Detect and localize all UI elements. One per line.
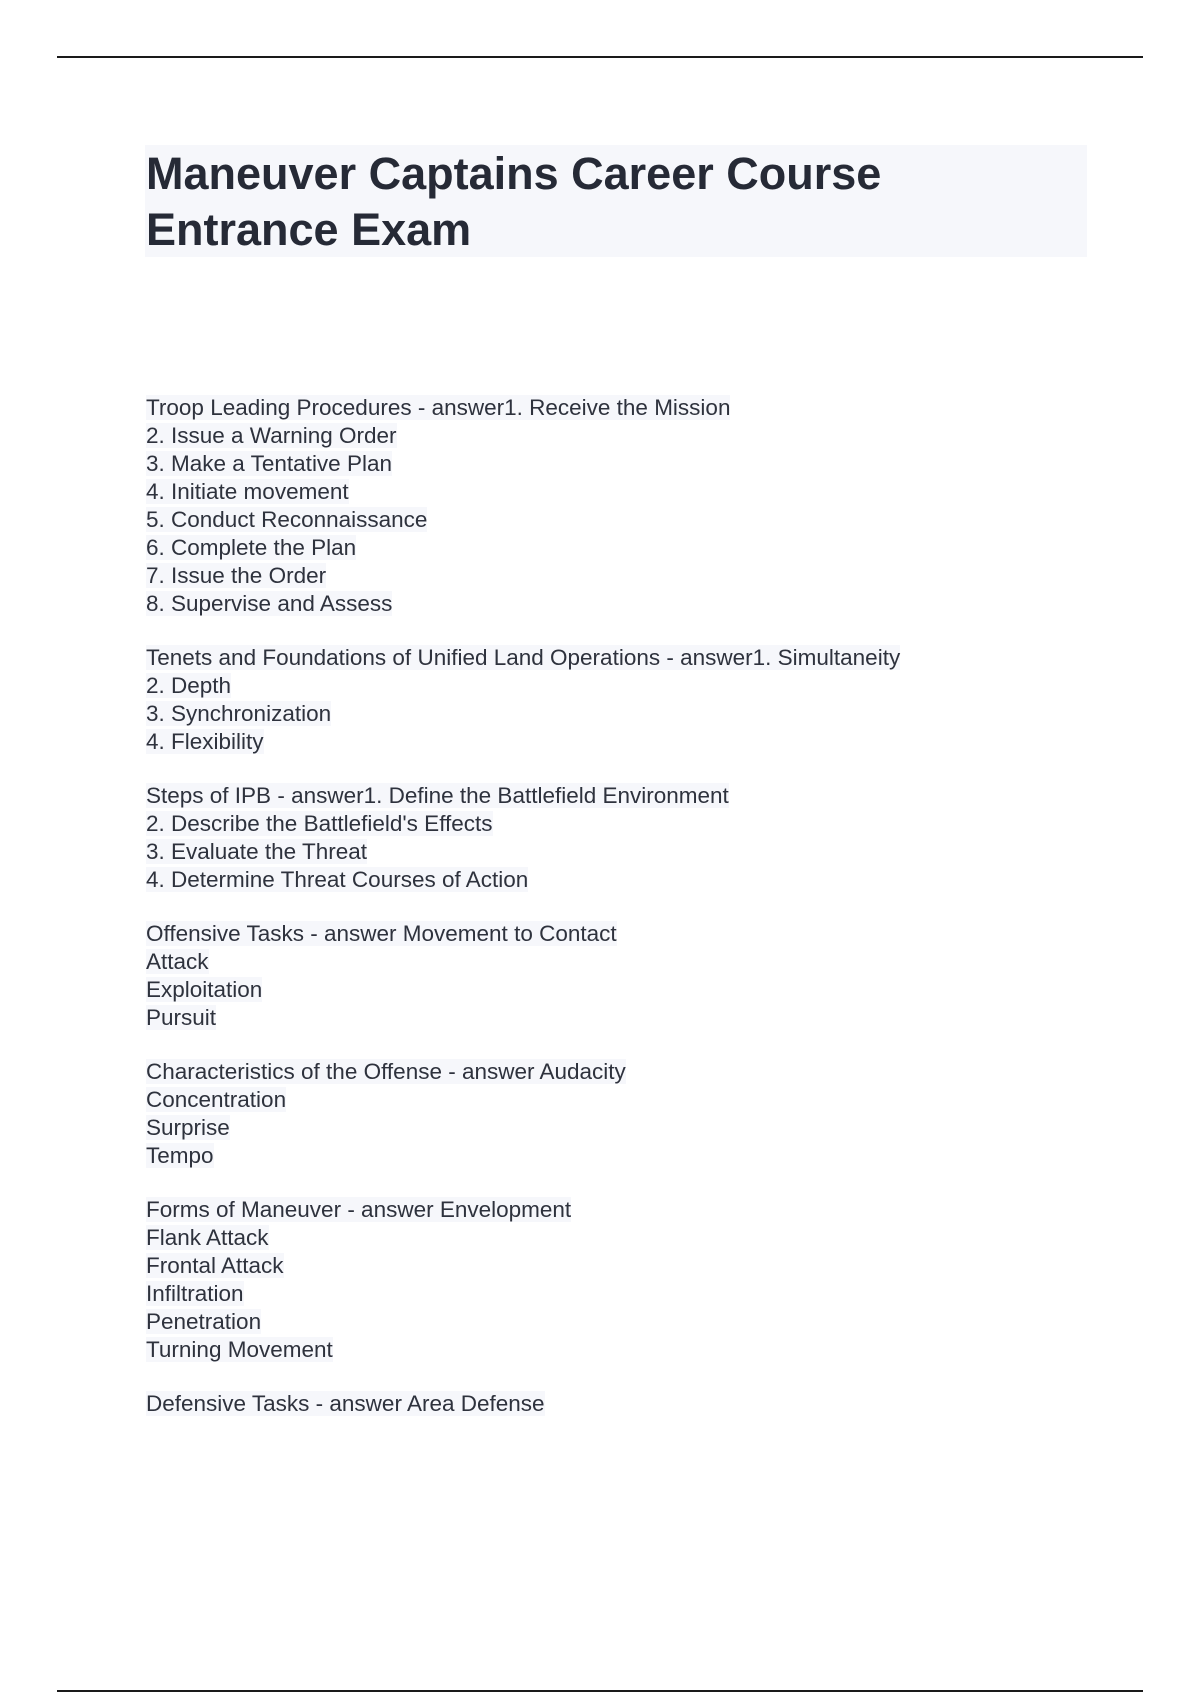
flashcard-answer-line xyxy=(146,700,1146,728)
line-text: Forms of Maneuver - answer Envelopment xyxy=(146,1197,572,1222)
flashcard-answer-line xyxy=(146,1142,1146,1170)
flashcard-answer-line xyxy=(146,590,1146,618)
flashcard-answer-line xyxy=(146,810,1146,838)
line-text: 3. Synchronization xyxy=(146,701,332,726)
line-text: Offensive Tasks - answer Movement to Contact xyxy=(146,921,617,946)
flashcard-question-line xyxy=(146,644,1146,672)
flashcard-answer-line xyxy=(146,1004,1146,1032)
flashcard-question-line xyxy=(146,1196,1146,1224)
line-text: Defensive Tasks - answer Area Defense xyxy=(146,1391,545,1416)
flashcard-question-line xyxy=(146,394,1146,422)
line-text: Turning Movement xyxy=(146,1337,333,1362)
line-text: 7. Issue the Order xyxy=(146,563,327,588)
line-text: Infiltration xyxy=(146,1281,244,1306)
flashcard-answer-line xyxy=(146,562,1146,590)
flashcard-answer-line xyxy=(146,450,1146,478)
line-text: 4. Initiate movement xyxy=(146,479,349,504)
line-text: 2. Describe the Battlefield's Effects xyxy=(146,811,493,836)
line-text: Concentration xyxy=(146,1087,287,1112)
line-text: 4. Determine Threat Courses of Action xyxy=(146,867,529,892)
line-text: 2. Depth xyxy=(146,673,232,698)
line-text: 4. Flexibility xyxy=(146,729,264,754)
flashcard-question-line xyxy=(146,920,1146,948)
line-text: Penetration xyxy=(146,1309,262,1334)
flashcard-answer-line xyxy=(146,1224,1146,1252)
flashcard-question-line xyxy=(146,1390,1146,1418)
flashcard-block xyxy=(146,1390,1146,1418)
flashcard-answer-line xyxy=(146,1336,1146,1364)
flashcard-block xyxy=(146,920,1146,1032)
flashcard-block xyxy=(146,782,1146,894)
line-text: Surprise xyxy=(146,1115,230,1140)
flashcard-block xyxy=(146,1058,1146,1170)
line-text: Pursuit xyxy=(146,1005,217,1030)
flashcard-question-line xyxy=(146,1058,1146,1086)
line-text: 5. Conduct Reconnaissance xyxy=(146,507,428,532)
line-text: 3. Evaluate the Threat xyxy=(146,839,367,864)
flashcard-answer-line xyxy=(146,672,1146,700)
flashcard-answer-line xyxy=(146,976,1146,1004)
flashcard-answer-line xyxy=(146,1114,1146,1142)
flashcard-answer-line xyxy=(146,866,1146,894)
line-text: Characteristics of the Offense - answer Audacity xyxy=(146,1059,626,1084)
line-text: 2. Issue a Warning Order xyxy=(146,423,397,448)
flashcard-answer-line xyxy=(146,422,1146,450)
bottom-rule xyxy=(57,1690,1143,1692)
flashcard-block xyxy=(146,644,1146,756)
flashcard-answer-line xyxy=(146,838,1146,866)
flashcard-answer-line xyxy=(146,1252,1146,1280)
line-text: Exploitation xyxy=(146,977,263,1002)
flashcard-answer-line xyxy=(146,728,1146,756)
line-text: 6. Complete the Plan xyxy=(146,535,357,560)
line-text: Tenets and Foundations of Unified Land Operations - answer1. Simultaneity xyxy=(146,645,901,670)
line-text: Troop Leading Procedures - answer1. Receive the Mission xyxy=(146,395,731,420)
flashcard-answer-line xyxy=(146,534,1146,562)
flashcard-block xyxy=(146,1196,1146,1364)
line-text: 3. Make a Tentative Plan xyxy=(146,451,392,476)
flashcard-list xyxy=(146,394,1146,1444)
flashcard-answer-line xyxy=(146,1308,1146,1336)
top-rule xyxy=(57,56,1143,58)
line-text: Steps of IPB - answer1. Define the Battlefield Environment xyxy=(146,783,729,808)
line-text: Flank Attack xyxy=(146,1225,269,1250)
flashcard-block xyxy=(146,394,1146,618)
flashcard-answer-line xyxy=(146,506,1146,534)
line-text: Frontal Attack xyxy=(146,1253,284,1278)
document-title: Maneuver Captains Career Course Entrance Exam xyxy=(146,148,882,255)
line-text: Attack xyxy=(146,949,209,974)
flashcard-question-line xyxy=(146,782,1146,810)
flashcard-answer-line xyxy=(146,1086,1146,1114)
flashcard-answer-line xyxy=(146,478,1146,506)
line-text: 8. Supervise and Assess xyxy=(146,591,393,616)
flashcard-answer-line xyxy=(146,948,1146,976)
line-text: Tempo xyxy=(146,1143,214,1168)
flashcard-answer-line xyxy=(146,1280,1146,1308)
